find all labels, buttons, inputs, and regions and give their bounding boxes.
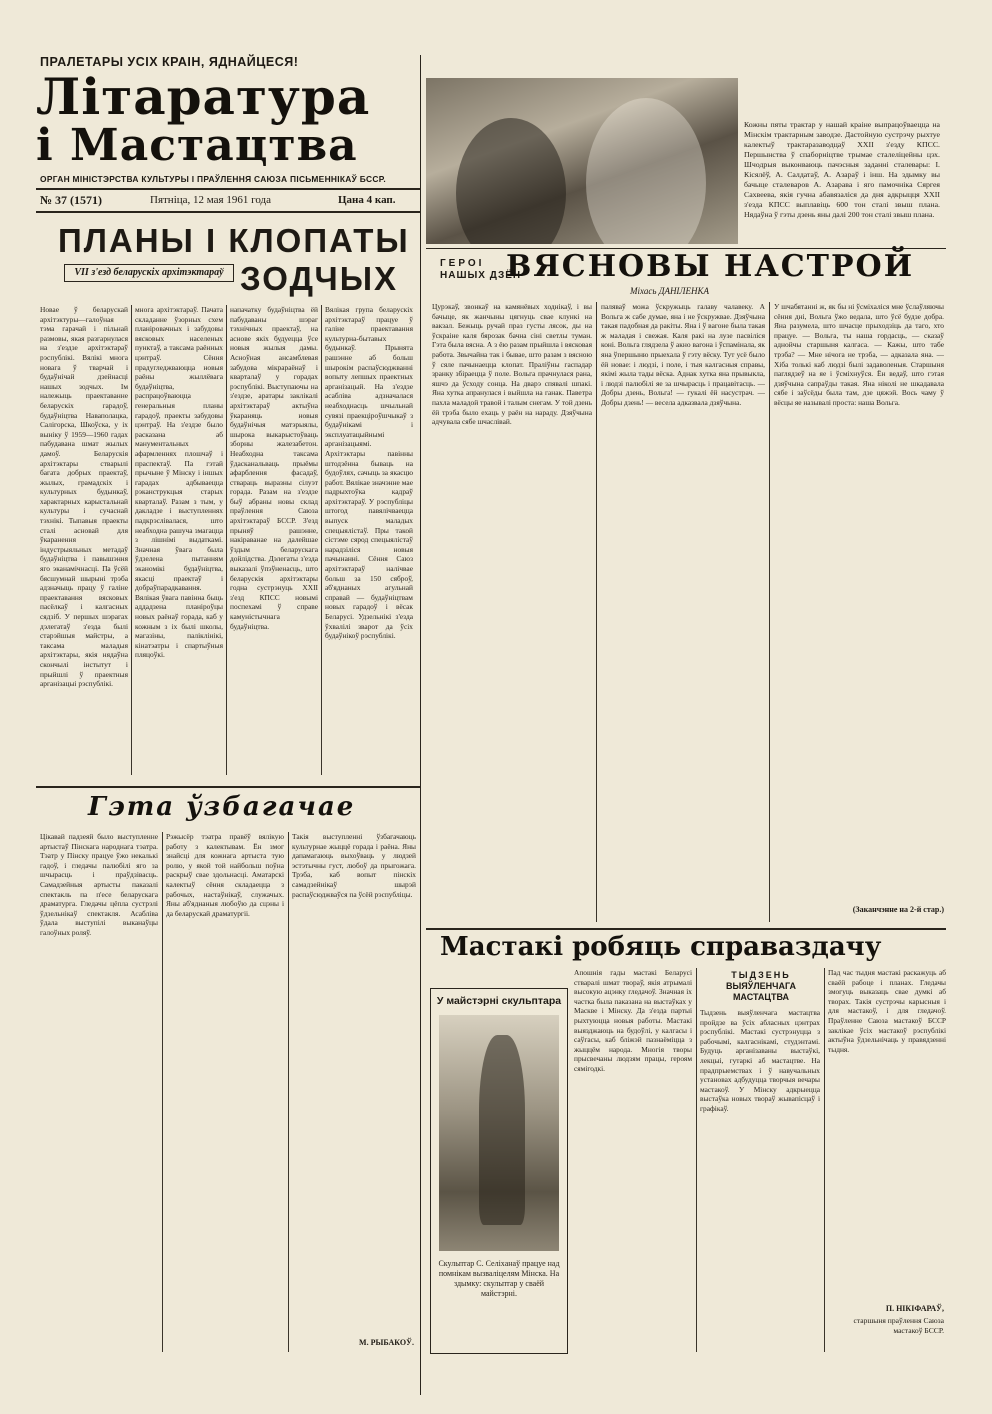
main-article-col1: Новае ў беларускай архітэктуры—галоўная тэма гарачай і пільнай размовы, якая разгарнулася на з'ездзе архітэктараў рэспублікі. Вялікі многа новага ў тварчай і будаўнічай дзейнасці нашых зодчых. Ім належыць праектаванне беларускіх гарадоў, будаўніцтва Наваполацка, Салігорска, Шкоўска, у іх выніку ў 1959—1960 гадах пабудавана шмат жылых дамоў. Беларускія архітэктары стварылі багата добрых праектаў, жылых, грамадскіх і культурных будынкаў, характарных карыстальнай культуры і сучаснай тэхнікі. Тыпавыя праекты сталі асновай для ўкаранення індустрыяльных метадаў будаўніцтва і павышэння яго эканамічнасці. Па ўсёй бясшумнай шырыні трэба адзначыць працу ў галіне праектавання вясковых пасёлкаў і калгасных сядзіб. У першых шэрагах дэлегатаў з'езда былі старэйшыя майстры, а таксама маладыя архітэктары, якія нядаўна скончылі інстытут і прыйшлі ў праектныя арганізацыі рэспублікі. bbox=[40, 305, 128, 689]
feature-continuation: (Заканчэнне на 2-й стар.) bbox=[852, 905, 944, 914]
feature-headline: ВЯСНОВЫ НАСТРОЙ bbox=[506, 249, 915, 284]
sculptor-headline: У майстэрні скульптара bbox=[436, 995, 562, 1007]
divider bbox=[131, 305, 132, 775]
main-kicker-text: VII з'езд беларускіх архітэктараў bbox=[74, 267, 224, 278]
main-article-col2: многа архітэктараў. Пачата складанне ўзорных схем планіровачных і забудовы вясковых населеных пунктаў, а таксама раённых цэнтраў. Сёння прадугледжваюцца новыя раёны жыллёвага будаўніцтва, распрацоўваюцца генеральныя планы гарадоў, праекты забудовы цэнтраў. На з'ездзе было расказана аб манументальных афармленнях плошчаў і праспектаў. Па гэтай прычыне ў Мінску і іншых гарадах адбываецца рэканструкцыя старых кварталаў. Разам з тым, у дакладзе і выступленнях падкрэслівалася, што неабходна рашуча змагацца з лішнімі выдаткамі. Значная ўвага была ўдзелена пытанням эканомікі будаўніцтва, якасці праектаў і добраўпарадкавання. Вялікая ўвага павінна быць аддадзена планіроўцы новых раёнаў горада, каб у кожным з іх былі школы, магазіны, паліклінікі, кінатэатры і спартыўныя пляцоўкі. bbox=[135, 305, 223, 660]
divider bbox=[769, 302, 770, 922]
main-kicker bbox=[64, 264, 234, 282]
page-divider-vertical bbox=[420, 55, 421, 1395]
main-headline-1: ПЛАНЫ І КЛОПАТЫ bbox=[58, 222, 410, 259]
masthead-subtitle: ОРГАН МІНІСТЭРСТВА КУЛЬТУРЫ І ПРАЎЛЕННЯ САЮЗА ПІСЬМЕННІКАЎ БССР. bbox=[40, 174, 386, 184]
main-headline-2: ЗОДЧЫХ bbox=[240, 260, 399, 297]
bottom-right-signature-role: старшыня праўлення Саюза мастакоў БССР. bbox=[853, 1316, 944, 1335]
divider bbox=[321, 305, 322, 775]
masthead-rule-bottom bbox=[36, 211, 420, 213]
feature-col3: У шчабятанні ж, як бы ні ўсміхаліся мне ўслаўляючы сёння дні, Вольга ўжо ведала, што ўсё будзе добра. Яна разумела, што шчасце прыходзіць да таго, хто працуе. — Вольга, ты наша гордасць, — сказаў аднойчы старшыня калгаса. — Кажы, што табе трэба? — Мне нічога не трэба, — адказала яна. — Хіба толькі каб людзі былі задаволеныя. Старшыня паглядзеў на яе і ўсміхнуўся. Ён ведаў, што гэтая дзяўчына сапраўды такая. Яна ніколі не шкадавала сябе і заўсёды была там, дзе цяжэй. Вось чаму ў вёсцы яе называлі проста: наша Вольга. bbox=[774, 302, 944, 407]
statue-figure bbox=[479, 1035, 525, 1225]
steelworkers-photo bbox=[426, 78, 738, 244]
issue-date: Пятніца, 12 мая 1961 года bbox=[150, 194, 271, 206]
sculptor-photo bbox=[439, 1015, 559, 1251]
divider bbox=[226, 305, 227, 775]
week-kicker-3: МАСТАЦТВА bbox=[732, 992, 790, 1002]
bottom-right-col2: Тыдзень выяўленчага мастацтва пройдзе ва ўсіх абласных цэнтрах рэспублікі. Мастакі сустрэнуцца з рабочымі, калгаснікамі, студэнтамі. Будуць арганізаваны выстаўкі, лекцыі, гутаркі аб мастацтве. На прадпрыемствах і ў навучальных установах адбудуцца творчыя вечары мастакоў. У Мінску адкрыецца выстаўка новых твораў жывапісцаў і графікаў. bbox=[700, 1008, 820, 1113]
bottom-left-col1: Цікавай падзеяй было выступленне артыстаў Пінскага народнага тэатра. Тэатр у Пінску працуе ўжо некалькі гадоў, і гледачы палюбілі яго за шчырасць і праўдзівасць. Самадзейныя артысты паказалі спектакль па п'есе беларускага драматурга. Гледачы цёпла сустрэлі ўдзельнікаў спектакля. Асабліва ўдала выступілі выканаўцы галоўных роляў. bbox=[40, 832, 158, 937]
masthead-title-line1: Літаратура bbox=[36, 67, 371, 126]
bottom-right-rule bbox=[426, 928, 946, 930]
worker-figure-right bbox=[586, 98, 706, 244]
bottom-right-col3: Пад час тыдня мастакі раскажуць аб сваёй рабоце і планах. Гледачы змогуць выказаць свае думкі аб творах. Такія сустрэчы карысныя і для мастакоў, і для гледачоў. Праўленне Саюза мастакоў БССР заклікае ўсіх мастакоў рэспублікі актыўна ўдзельнічаць у правядзенні тыдня. bbox=[828, 968, 946, 1054]
divider bbox=[162, 832, 163, 1352]
divider bbox=[696, 968, 697, 1352]
divider bbox=[288, 832, 289, 1352]
week-kicker-2: ВЫЯЎЛЕНЧАГА bbox=[725, 981, 797, 991]
divider bbox=[824, 968, 825, 1352]
bottom-left-rule bbox=[36, 786, 420, 788]
masthead-rule-top bbox=[36, 188, 420, 190]
bottom-left-col2: Рэжысёр тэатра правёў вялікую работу з калектывам. Ён змог знайсці для кожнага артыста тую ролю, у якой той найбольш поўна раскрыў свае здольнасці. Аматарскі калектыў сёння складаецца з рабочых, настаўнікаў, служачых. Яны аб'яднаныя любоўю да сцэны і да беларускай драматургіі. bbox=[166, 832, 284, 918]
feature-col2: паляваў можа ўскружыць галаву чалавеку. А Вольга ж сабе думае, яна і не ўскружвае. Дзяўчына такая падобная да ракіты. Яна і ў вагоне была такая ж маладая і свежая. Каля ракі на лузе пасвіліся коні. Вольга глядзела ў акно вагона і ўспамінала, як яна ўпершыню прыехала ў гэту вёску. Тут усё было ёй новае: і людзі, і поле, і тыя калгасныя справы, якімі жыла тады вёска. Аднак хутка яна прывыкла, і людзі палюбілі яе за шчырасць і працавітасць. — Добры дзень, Вольга! — гукалі ёй насустрач. — Добры дзень! — весела адказвала дзяўчына. bbox=[601, 302, 765, 407]
feature-kicker-2: НАШЫХ ДЗЁН bbox=[440, 270, 522, 281]
issue-number: № 37 (1571) bbox=[40, 193, 103, 207]
masthead-title-line2: і Мастацтва bbox=[36, 120, 358, 171]
bottom-right-signature: П. НІКІФАРАЎ, bbox=[885, 1304, 944, 1313]
bottom-left-col3: Такія выступленні ўзбагачаюць культурнае жыццё горада і раёна. Яны дапамагаюць выхоўваць у людзей эстэтычны густ, любоў да прыгожага. Трэба, каб вопыт пінскіх самадзейнікаў шырэй распаўсюджваўся па ўсёй рэспубліцы. bbox=[292, 832, 416, 899]
worker-figure-left bbox=[456, 118, 566, 244]
divider bbox=[596, 302, 597, 922]
photo-top-caption: Кожны пяты трактар у нашай краіне выпрацоўваецца на Мінскім трактарным заводзе. Дастойную сустрэчу рыхтуе калектыў трактаразаводцаў ХХІІ з'езду КПСС. Першынства ў спаборніцтве трымае сталеліцейны цэх. Шчодрыя выконваюць пачэсныя заданні сталевары: І. Кісялёў, А. Салдатаў, А. Азараў і інш. На здымку вы бачыце сталеваров А. Азарава і яго памочніка Сяргея Сахвеева, якія гучна абавязаліся да дня адкрыцця ХХІІ з'езда КПСС выплавіць 600 тон сталі звыш плана. Нядаўна ў гэты дзень яны далі 200 тон сталі звыш плана. bbox=[744, 120, 940, 219]
bottom-right-col1: Апошнія гады мастакі Беларусі стваралі шмат твораў, якія атрымалі высокую ацэнку гледачоў. Значная іх частка была паказана на выстаўках у Маскве і Мінску. Да з'езда партыі рыхтуюцца новыя работы. Мастакі выязджаюць на будоўлі, у калгасы і саўгасы, каб бліжэй пазнаёміцца з жыццём народа. Многія творы прысвечаны людзям працы, героям сямігодкі. bbox=[574, 968, 692, 1073]
main-article-col3: напачатку будаўніцтва ёй пабудаваны шэраг тэхнічных праектаў, на аснове якіх будуецца ўсе новыя жылыя дамы. Асноўная ансамблевая забудова мікрараёнаў і кварталаў у горадах рэспублікі. Выступаючы на з'ездзе, аратары заклікалі архітэктараў актыўна ўкараняць новыя будаўнічыя матэрыялы, шырока выкарыстоўваць зборны жалезабетон. Неабходна таксама ўдасканальваць прыёмы афарблення фасадаў, ствараць выразны сілуэт горада. Разам на з'ездзе быў абраны новы склад праўлення Саюза архітэктараў БССР. З'езд прыняў рашэнне, накіраванае на далейшае ўздым беларускага дойлідства. Дэлегаты з'езда выказалі ўпэўненасць, што беларускія архітэктары годна сустрэнуць ХХІІ з'езд КПСС новымі поспехамі ў справе камуністычнага будаўніцтва. bbox=[230, 305, 318, 631]
bottom-left-headline: Гэта ўзбагачае bbox=[88, 792, 356, 822]
week-kicker-1: ТЫДЗЕНЬ bbox=[731, 970, 791, 980]
main-article-col4: Вялікая група беларускіх архітэктараў працуе ў галіне праектавання культурна-бытавых будынкаў. Прынята рашэнне аб больш шырокім распаўсюджванні вопыту лепшых праектных арганізацый. На з'ездзе асабліва адзначалася неабходнасць шчыльнай сувязі праекціроўшчыкаў з будаўнікамі і эксплуатацыйнымі арганізацыямі. Архітэктары павінны штодзённа бываць на будоўлях, сачыць за якасцю работ. Вялікае значэнне мае падрыхтоўка кадраў архітэктараў. У рэспубліцы штогод павялічваецца выпуск маладых спецыялістаў. Пры такой сістэме сярод спецыялістаў нарадзіліся новыя пачынанні. Сёння Саюз архітэктараў налічвае больш за 150 сяброў, аб'яднаных агульнай справай — будаўніцтвам новых гарадоў і вёсак Беларусі. Удзельнікі з'езда ўхвалілі зварот да ўсіх будаўнікоў рэспублікі. bbox=[325, 305, 413, 641]
sculptor-caption: Скульптар С. Селіханаў працуе над помнікам вызваліцелям Мінска. На здымку: скульптар у сваёй майстэрні. bbox=[438, 1259, 560, 1298]
feature-author: Міхась ДАНІЛЕНКА bbox=[630, 286, 710, 296]
issue-price: Цана 4 кап. bbox=[338, 194, 396, 206]
feature-kicker-1: ГЕРОІ bbox=[440, 258, 485, 269]
bottom-right-headline: Мастакі робяць справаздачу bbox=[440, 932, 882, 962]
bottom-left-signature: М. РЫБАКОЎ. bbox=[359, 1338, 414, 1347]
sculptor-box bbox=[430, 988, 568, 1354]
masthead-motto: ПРАЛЕТАРЫ УСІХ КРАІН, ЯДНАЙЦЕСЯ! bbox=[40, 55, 299, 69]
feature-col1: Цурэкаў, звонкаў на камянёвых ходнікаў, і вы бачыце, як жанчыны цягнуць свае клункі на вакзал. Бежыць ручай праз густы лясок, ды на ўскраіне каля бярозак бачна сіні светлы туман. Гэта была вясна. А з ёю разам прыйшла і вясковая работа. Звычайна так і бывае, што разам з вясною ў сяле пачынаецца клопат. Праліўны гаспадар зранку збіраецца ў поле. Вольга прачнулася рана, яшчэ да ўсходу сонца. На дварэ спявалі шпакі. Яна хутка апранулася і выйшла на ганак. Паветра пахла маладой травой і талым снегам. У той дзень ёй трэба было ехаць у раён на нараду. Дзяўчына адчувала сябе шчаслівай. bbox=[432, 302, 592, 427]
